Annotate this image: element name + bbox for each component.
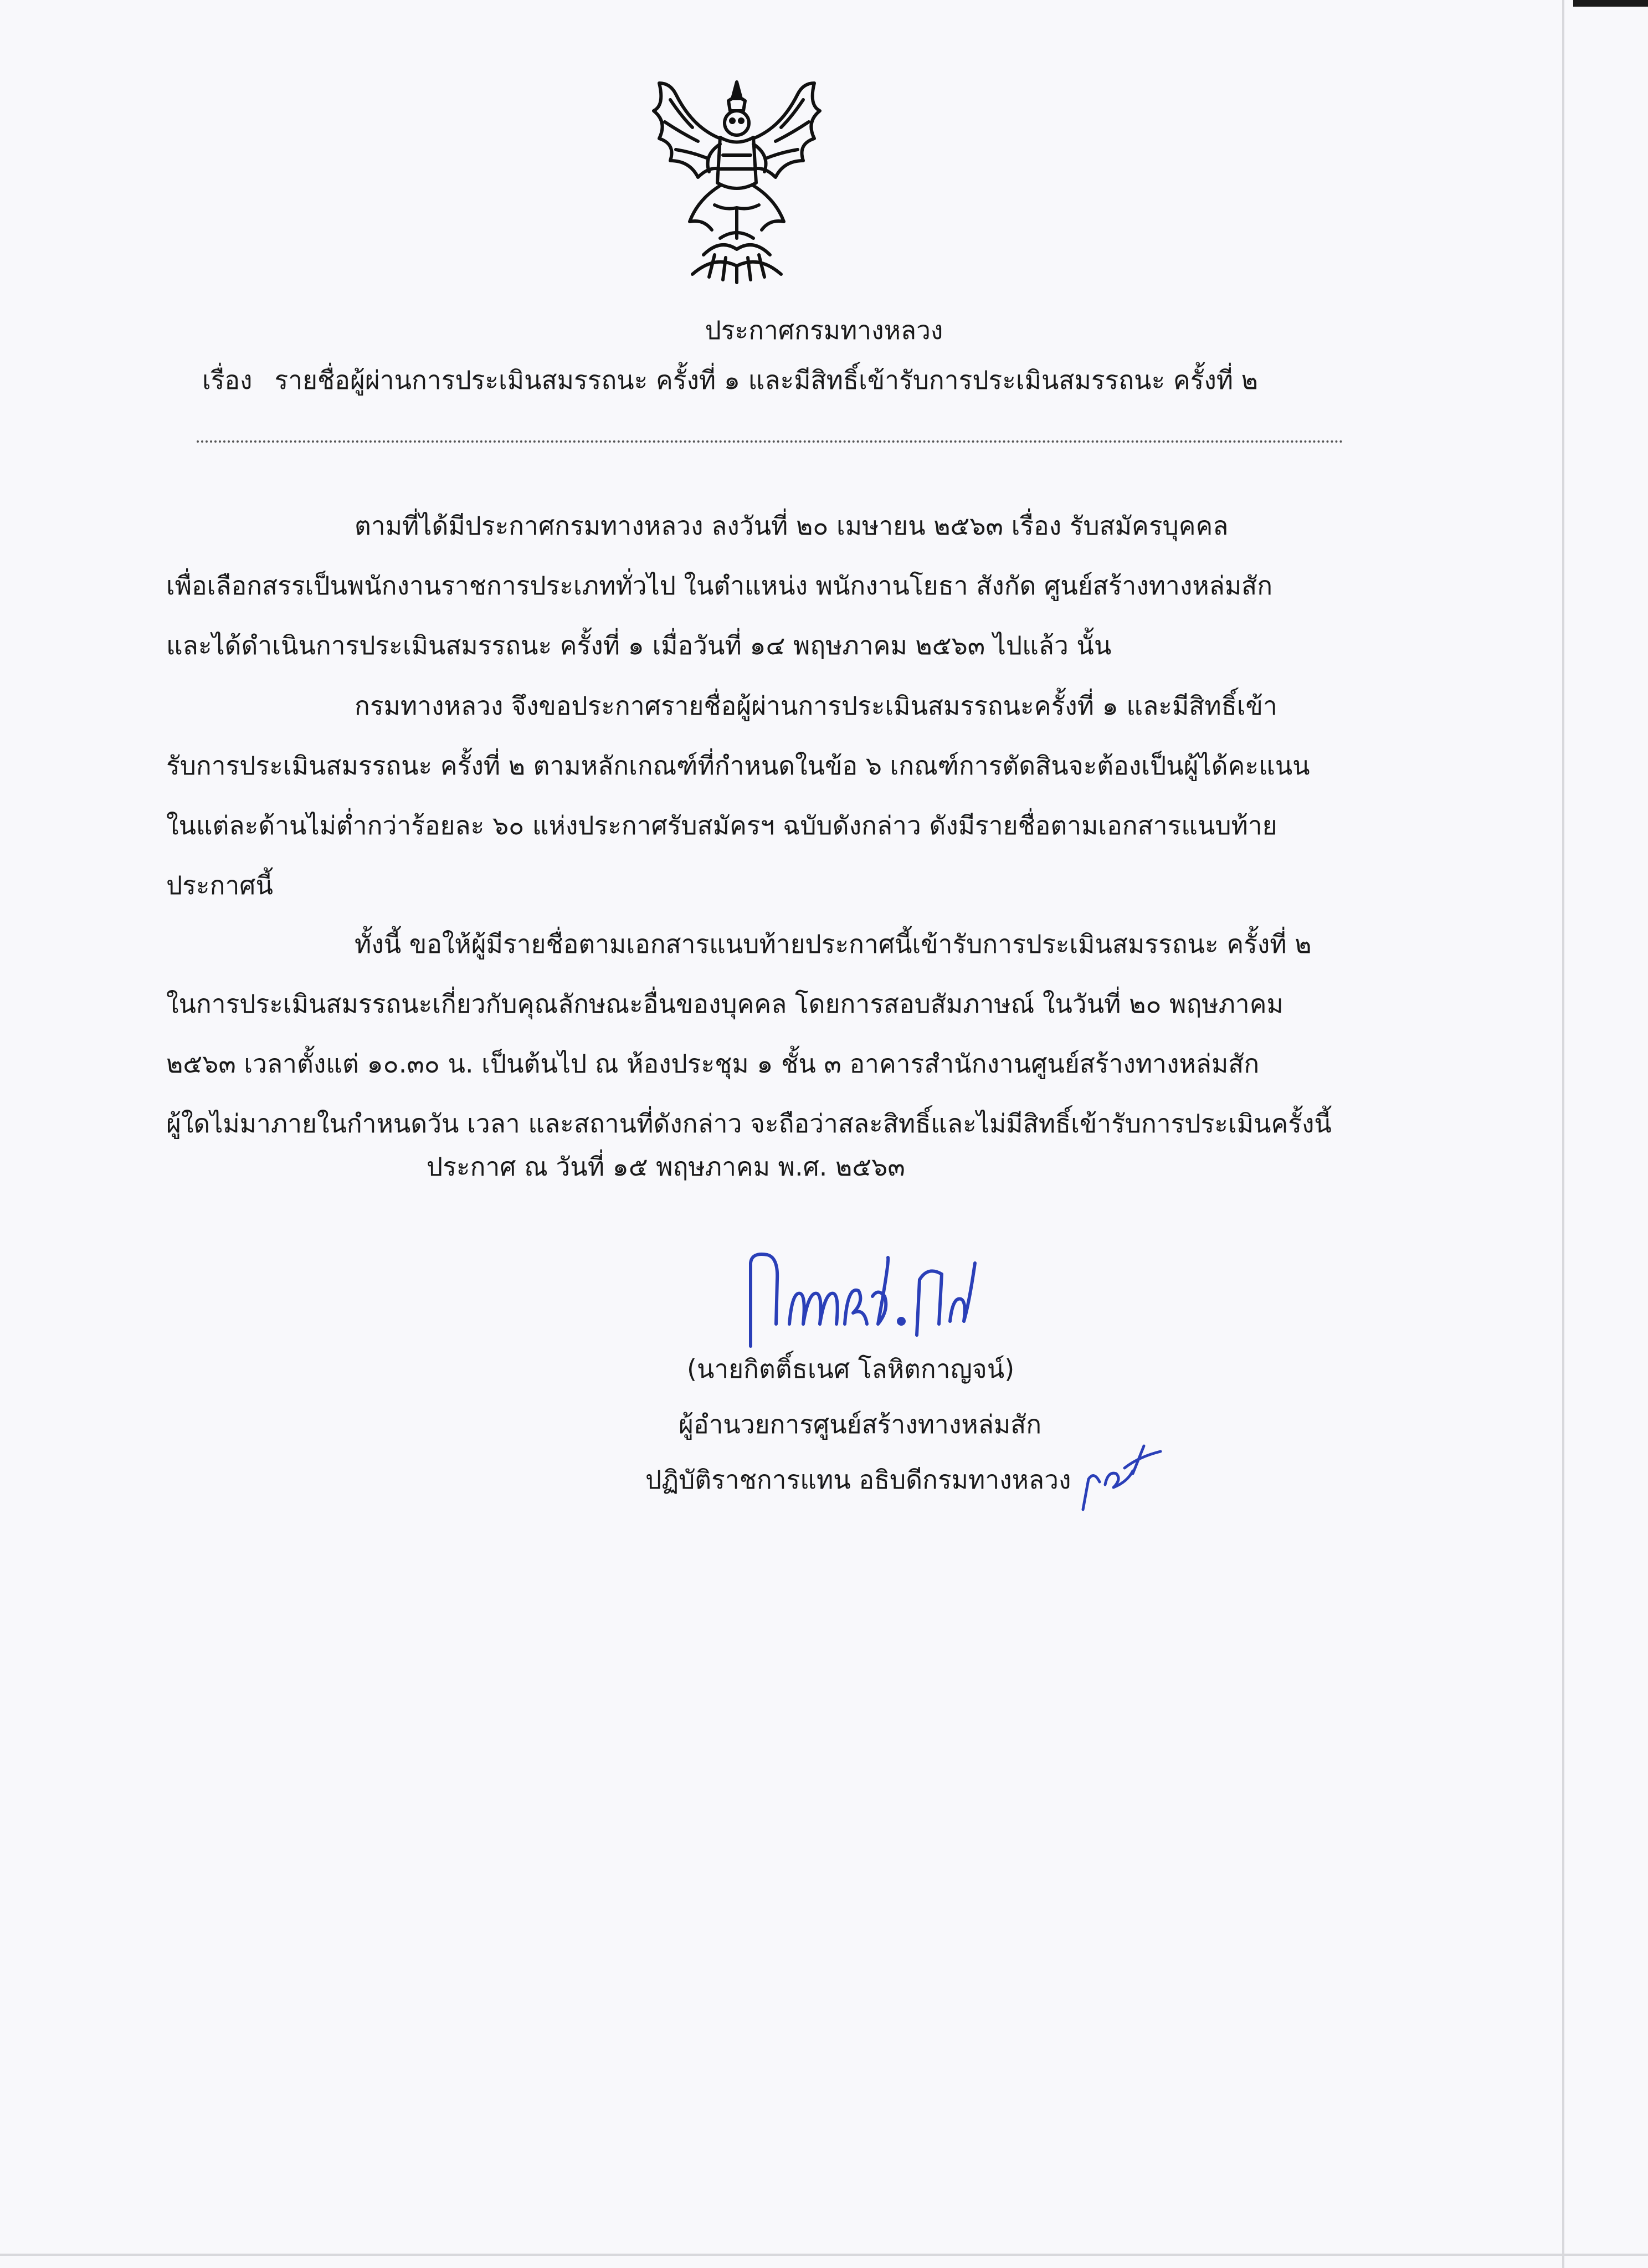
scan-edge-bottom <box>0 2254 1648 2256</box>
subject-line <box>202 360 1258 401</box>
announcement-title: ประกาศกรมทางหลวง <box>705 315 943 345</box>
paragraph-line: รับการประเมินสมรรถนะ ครั้งที่ ๒ ตามหลักเกณฑ์ที่กำหนดในข้อ ๖ เกณฑ์การตัดสินจะต้องเป็นผู้ได้คะแนน <box>166 751 1310 781</box>
signatory-acting-position: ปฏิบัติราชการแทน อธิบดีกรมทางหลวง <box>645 1465 1071 1495</box>
body-paragraph-3 <box>166 914 1407 1153</box>
body-paragraph-1 <box>166 496 1407 675</box>
announcement-date: ประกาศ ณ วันที่ ๑๕ พฤษภาคม พ.ศ. ๒๕๖๓ <box>427 1152 905 1182</box>
garuda-emblem-icon <box>637 72 836 288</box>
paragraph-line: ผู้ใดไม่มาภายในกำหนดวัน เวลา และสถานที่ดังกล่าว จะถือว่าสละสิทธิ์และไม่มีสิทธิ์เข้ารับการประเมินครั้งนี้ <box>166 1109 1332 1138</box>
paragraph-line: ทั้งนี้ ขอให้ผู้มีรายชื่อตามเอกสารแนบท้ายประกาศนี้เข้ารับการประเมินสมรรถนะ ครั้งที่ ๒ <box>355 929 1312 959</box>
handwritten-initials <box>1072 1440 1166 1512</box>
handwritten-signature <box>740 1241 989 1352</box>
signatory-position: ผู้อำนวยการศูนย์สร้างทางหล่มสัก <box>679 1409 1042 1439</box>
body-paragraph-2 <box>166 676 1407 915</box>
paragraph-line: ตามที่ได้มีประกาศกรมทางหลวง ลงวันที่ ๒๐ เมษายน ๒๕๖๓ เรื่อง รับสมัครบุคคล <box>355 511 1229 541</box>
signatory-name: (นายกิตติ์ธเนศ โลหิตกาญจน์) <box>687 1354 1015 1384</box>
dotted-divider <box>197 440 1343 443</box>
paragraph-line: เพื่อเลือกสรรเป็นพนักงานราชการประเภททั่วไป ในตำแหน่ง พนักงานโยธา สังกัด ศูนย์สร้างทางหล่มสัก <box>166 571 1273 601</box>
paragraph-line: และได้ดำเนินการประเมินสมรรถนะ ครั้งที่ ๑ เมื่อวันที่ ๑๔ พฤษภาคม ๒๕๖๓ ไปแล้ว นั้น <box>166 630 1112 660</box>
scan-corner-mark <box>1573 0 1648 7</box>
subject-text: รายชื่อผู้ผ่านการประเมินสมรรถนะ ครั้งที่ ๑ และมีสิทธิ์เข้ารับการประเมินสมรรถนะ ครั้งที่ ๒ <box>274 365 1259 395</box>
subject-label: เรื่อง <box>202 365 253 395</box>
paragraph-line: ๒๕๖๓ เวลาตั้งแต่ ๑๐.๓๐ น. เป็นต้นไป ณ ห้องประชุม ๑ ชั้น ๓ อาคารสำนักงานศูนย์สร้างทางหล่มสัก <box>166 1049 1260 1079</box>
paragraph-line: ในการประเมินสมรรถนะเกี่ยวกับคุณลักษณะอื่นของบุคคล โดยการสอบสัมภาษณ์ ในวันที่ ๒๐ พฤษภาคม <box>166 989 1284 1019</box>
paragraph-line: กรมทางหลวง จึงขอประกาศรายชื่อผู้ผ่านการประเมินสมรรถนะครั้งที่ ๑ และมีสิทธิ์เข้า <box>355 691 1277 721</box>
paragraph-line: ในแต่ละด้านไม่ต่ำกว่าร้อยละ ๖๐ แห่งประกาศรับสมัครฯ ฉบับดังกล่าว ดังมีรายชื่อตามเอกสารแนบท้าย <box>166 810 1277 840</box>
paragraph-line: ประกาศนี้ <box>166 870 273 900</box>
